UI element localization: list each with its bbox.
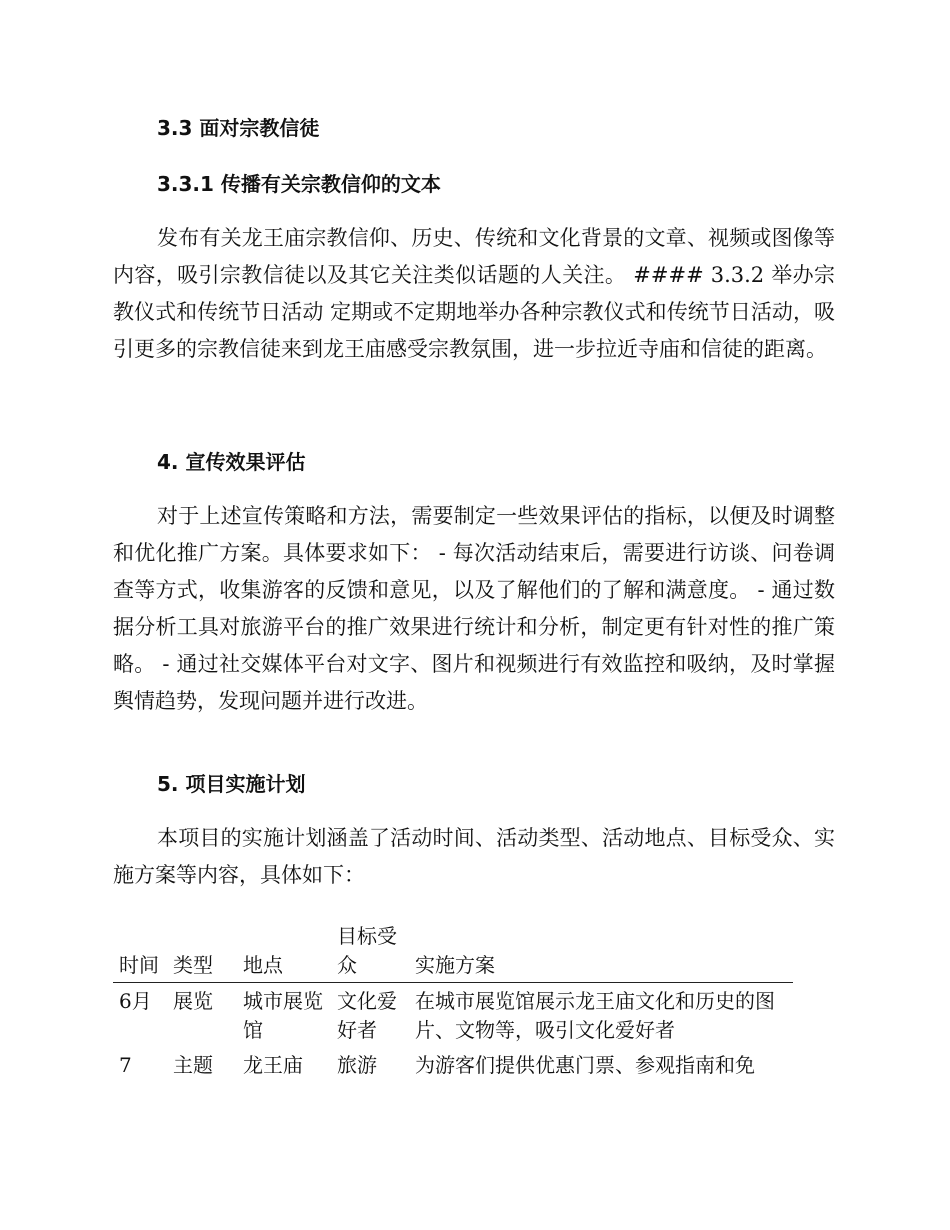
section-heading-3-3-1: 3.3.1 传播有关宗教信仰的文本 xyxy=(157,172,441,196)
header-time: 时间 xyxy=(113,922,167,983)
section-heading-5: 5. 项目实施计划 xyxy=(157,772,306,796)
table-row xyxy=(113,983,793,1048)
cell-time: 6月 xyxy=(119,989,152,1013)
cell-location: 城市展览馆 xyxy=(243,989,323,1042)
table-row xyxy=(113,1047,793,1082)
cell-audience: 文化爱好者 xyxy=(337,989,397,1042)
cell-plan: 在城市展览馆展示龙王庙文化和历史的图片、文物等，吸引文化爱好者 xyxy=(415,989,775,1042)
cell-audience: 旅游 xyxy=(337,1053,377,1077)
paragraph-4: 对于上述宣传策略和方法，需要制定一些效果评估的指标，以便及时调整和优化推广方案。具体要求如下： - 每次活动结束后，需要进行访谈、问卷调查等方式，收集游客的反馈和意见，以及了解他们的了解和满意度。 - 通过数据分析工具对旅游平台的推广效果进行统计和分析，制定更有针对性的推广策略。 - 通过社交媒体平台对文字、图片和视频进行有效监控和吸纳，及时掌握舆情趋势，发现问题并进行改进。 xyxy=(113,504,835,713)
cell-type: 展览 xyxy=(173,989,213,1013)
table-header-row xyxy=(113,922,793,983)
section-heading-3-3: 3.3 面对宗教信徒 xyxy=(157,116,320,140)
paragraph-5: 本项目的实施计划涵盖了活动时间、活动类型、活动地点、目标受众、实施方案等内容，具体如下： xyxy=(113,826,835,887)
header-location: 地点 xyxy=(237,922,331,983)
header-type: 类型 xyxy=(167,922,237,983)
cell-location: 龙王庙 xyxy=(243,1053,303,1077)
cell-type: 主题 xyxy=(173,1053,213,1077)
cell-time: 7 xyxy=(119,1053,132,1077)
header-plan: 实施方案 xyxy=(409,922,793,983)
paragraph-3-3-1: 发布有关龙王庙宗教信仰、历史、传统和文化背景的文章、视频或图像等内容，吸引宗教信徒以及其它关注类似话题的人关注。 #### 3.3.2 举办宗教仪式和传统节日活动 定期或不定期地举办各种宗教仪式和传统节日活动，吸引更多的宗教信徒来到龙王庙感受宗教氛围，进一步拉近寺庙和信徒的距离。 xyxy=(113,226,835,361)
header-audience: 目标受众 xyxy=(331,922,409,983)
cell-plan: 为游客们提供优惠门票、参观指南和免 xyxy=(415,1053,755,1077)
implementation-plan-table xyxy=(113,922,793,1082)
section-heading-4: 4. 宣传效果评估 xyxy=(157,450,306,474)
